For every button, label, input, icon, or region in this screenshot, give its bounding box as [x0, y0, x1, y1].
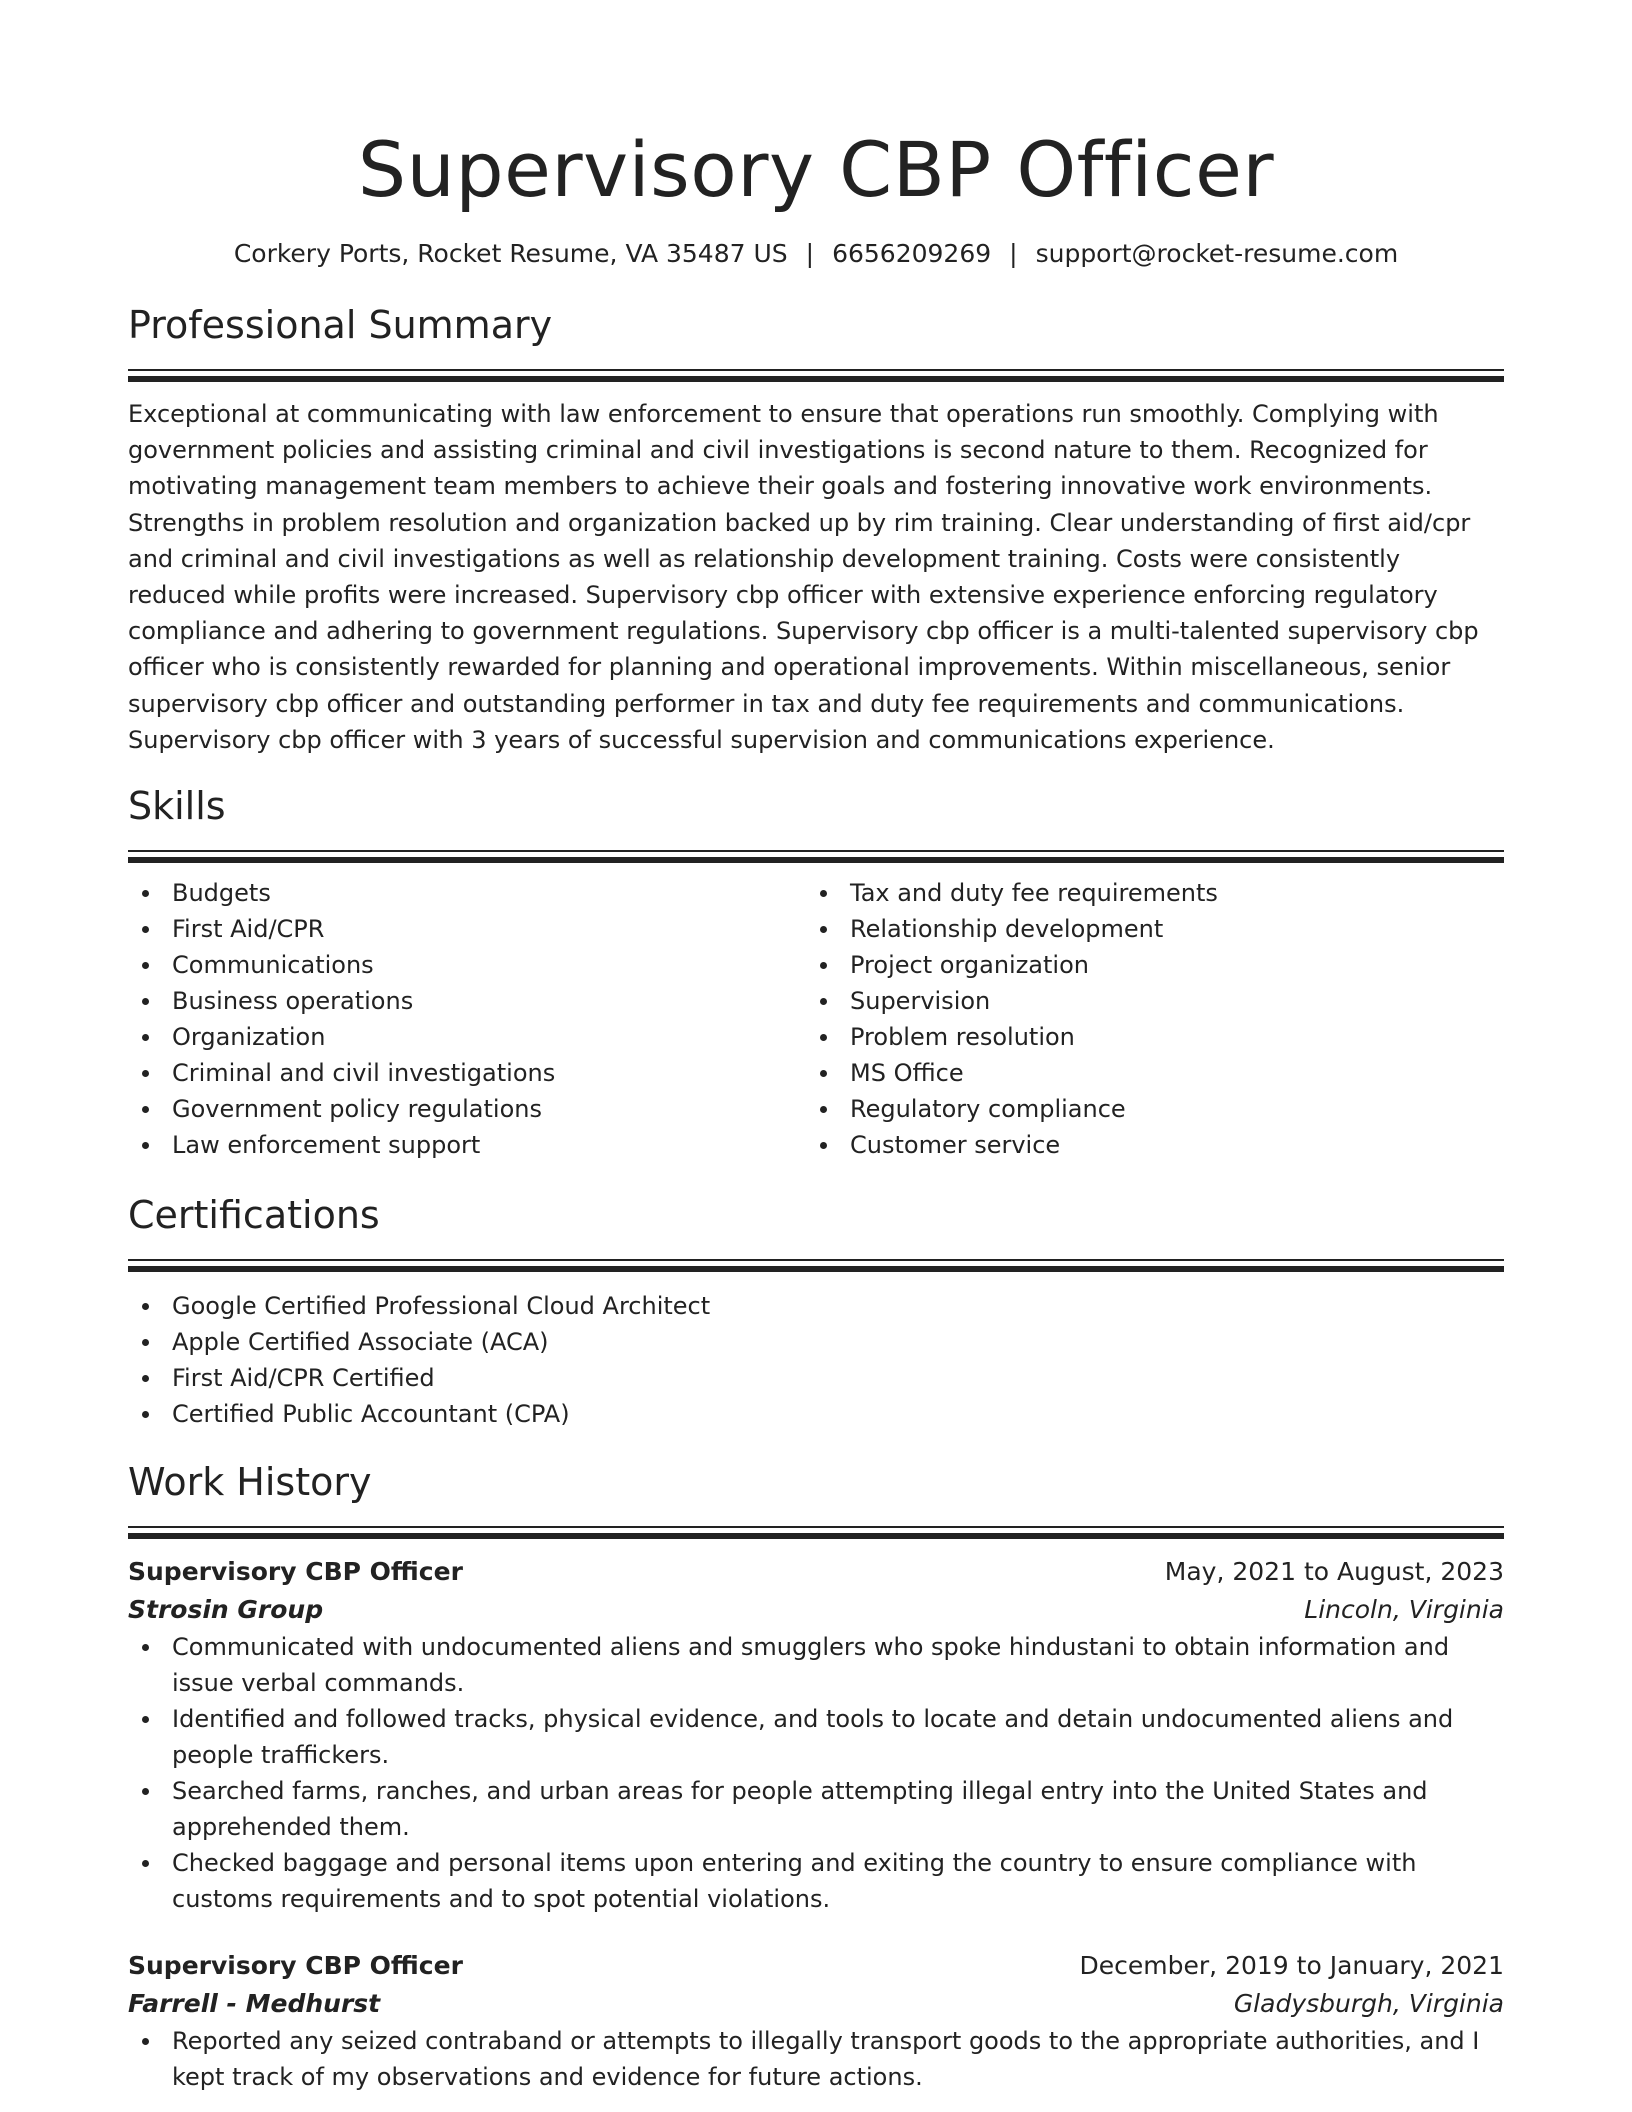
job-title: Supervisory CBP Officer	[128, 1951, 463, 1981]
certification-item: First Aid/CPR Certified	[128, 1360, 1504, 1396]
contact-email: support@rocket-resume.com	[1035, 239, 1399, 268]
contact-address: Corkery Ports, Rocket Resume, VA 35487 US	[233, 239, 788, 268]
job-bullets	[128, 2023, 1504, 2095]
certification-item: Apple Certified Associate (ACA)	[128, 1324, 1504, 1360]
section-divider	[128, 1259, 1504, 1261]
skill-item: Project organization	[806, 947, 1484, 983]
job-dates: December, 2019 to January, 2021	[1079, 1951, 1504, 1981]
skill-item: Criminal and civil investigations	[128, 1055, 806, 1091]
job-location: Lincoln, Virginia	[1304, 1595, 1504, 1625]
job-bullet: Reported any seized contraband or attempts to illegally transport goods to the appropriate authorities, and I kept track of my observations and evidence for future actions.	[128, 2023, 1504, 2095]
work-history-section	[128, 1458, 1504, 2095]
skill-item: Communications	[128, 947, 806, 983]
section-divider	[128, 850, 1504, 852]
resume-name: Supervisory CBP Officer	[357, 125, 1275, 214]
section-title-work-history: Work History	[128, 1460, 372, 1505]
contact-phone: 6656209269	[832, 239, 992, 268]
skill-item: MS Office	[806, 1055, 1484, 1091]
job-company: Farrell - Medhurst	[128, 1989, 381, 2019]
section-divider	[128, 1526, 1504, 1528]
job-entry	[128, 1947, 1504, 2095]
contact-separator: |	[805, 239, 815, 268]
section-divider	[128, 369, 1504, 371]
skill-item: Problem resolution	[806, 1019, 1484, 1055]
skills-list-left	[128, 875, 806, 1163]
job-bullets	[128, 1629, 1504, 1917]
job-bullet: Checked baggage and personal items upon entering and exiting the country to ensure compliance with customs requirements and to spot potential violations.	[128, 1845, 1504, 1917]
job-bullet: Searched farms, ranches, and urban areas for people attempting illegal entry into the United States and apprehended them.	[128, 1773, 1504, 1845]
job-subheader	[128, 1591, 1504, 1629]
skills-grid	[128, 875, 1504, 1163]
contact-separator: |	[1009, 239, 1018, 268]
skill-item: Relationship development	[806, 911, 1484, 947]
summary-section	[128, 301, 1504, 758]
section-title-summary: Professional Summary	[128, 303, 553, 347]
resume-page	[128, 0, 1504, 2095]
job-company: Strosin Group	[128, 1595, 324, 1625]
job-header	[128, 1553, 1504, 1591]
skill-item: Organization	[128, 1019, 806, 1055]
skill-item: Budgets	[128, 875, 806, 911]
skill-item: Business operations	[128, 983, 806, 1019]
skill-item: Regulatory compliance	[806, 1091, 1484, 1127]
certification-item: Certified Public Accountant (CPA)	[128, 1396, 1504, 1432]
section-divider-thick	[128, 857, 1504, 863]
summary-text: Exceptional at communicating with law enforcement to ensure that operations run smoothly. Complying with government policies and assisting criminal and civil investigations is second nature to them. Recognized for motivating management team members to achieve their goals and fostering innovative work environments. Strengths in problem resolution and organization backed up by rim training. Clear understanding of first aid/cpr and criminal and civil investigations as well as relationship development training. Costs were consistently reduced while profits were increased. Supervisory cbp officer with extensive experience enforcing regulatory compliance and adhering to government regulations. Supervisory cbp officer is a multi-talented supervisory cbp officer who is consistently rewarded for planning and operational improvements. Within miscellaneous, senior supervisory cbp officer and outstanding performer in tax and duty fee requirements and communications. Supervisory cbp officer with 3 years of successful supervision and communications experience.	[128, 400, 1479, 754]
skills-list-right	[806, 875, 1484, 1163]
contact-line	[128, 238, 1504, 270]
skill-item: Law enforcement support	[128, 1127, 806, 1163]
job-dates: May, 2021 to August, 2023	[1164, 1557, 1504, 1587]
skills-section	[128, 782, 1504, 1163]
job-header	[128, 1947, 1504, 1985]
job-entry	[128, 1553, 1504, 1917]
section-title-certifications: Certifications	[128, 1193, 380, 1238]
certifications-section	[128, 1191, 1504, 1432]
job-title: Supervisory CBP Officer	[128, 1557, 463, 1587]
skill-item: Supervision	[806, 983, 1484, 1019]
skill-item: Tax and duty fee requirements	[806, 875, 1484, 911]
skill-item: Customer service	[806, 1127, 1484, 1163]
job-location: Gladysburgh, Virginia	[1233, 1989, 1504, 2019]
job-subheader	[128, 1985, 1504, 2023]
certifications-list	[128, 1288, 1504, 1432]
job-bullet: Communicated with undocumented aliens and smugglers who spoke hindustani to obtain information and issue verbal commands.	[128, 1629, 1504, 1701]
section-divider-thick	[128, 1266, 1504, 1272]
section-divider-thick	[128, 1533, 1504, 1539]
skill-item: First Aid/CPR	[128, 911, 806, 947]
section-title-skills: Skills	[128, 784, 226, 829]
section-divider-thick	[128, 376, 1504, 382]
skill-item: Government policy regulations	[128, 1091, 806, 1127]
certification-item: Google Certified Professional Cloud Architect	[128, 1288, 1504, 1324]
job-bullet: Identified and followed tracks, physical evidence, and tools to locate and detain undocumented aliens and people traffickers.	[128, 1701, 1504, 1773]
